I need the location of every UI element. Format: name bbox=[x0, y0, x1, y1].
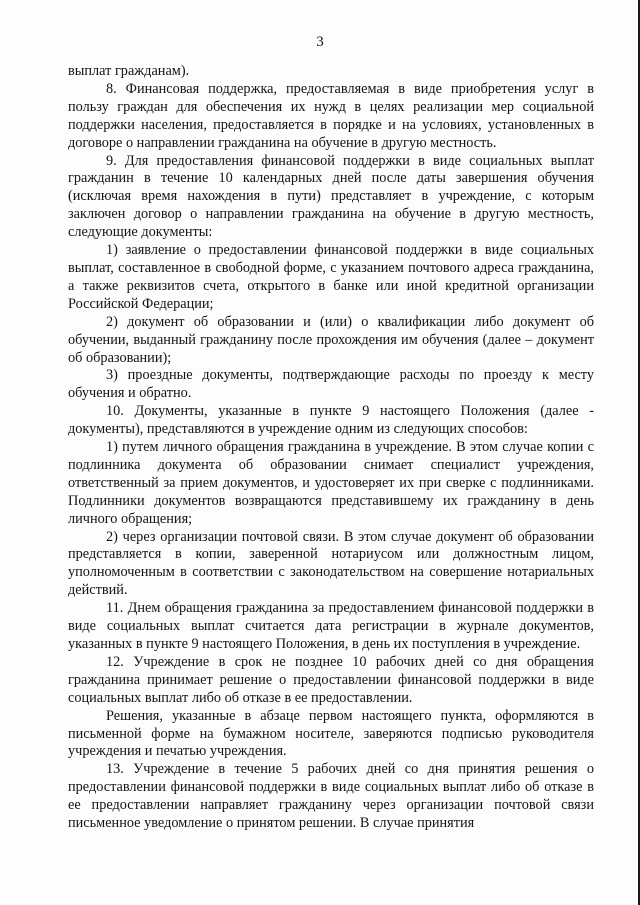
paragraph: выплат гражданам). bbox=[68, 63, 190, 79]
paragraph: 1) заявление о предоставлении финансовой поддержки в виде социальных выплат, составленное в свободной форме, с указанием почтового адреса гражданина, а также реквизитов счета, открытого в банке или иной кредитной организации Российской Федерации; bbox=[68, 242, 594, 312]
paragraph: 10. Документы, указанные в пункте 9 настоящего Положения (далее - документы), представляются в учреждение одним из следующих способов: bbox=[68, 403, 594, 438]
page-number: 3 bbox=[316, 34, 324, 50]
paragraph: 9. Для предоставления финансовой поддержки в виде социальных выплат гражданин в течение 10 календарных дней после даты завершения обучения (исключая время нахождения в пути) представляет в учреждение, с которым заключен договор о направлении гражданина на обучение в другую местность, следующие документы: bbox=[68, 152, 594, 241]
paragraph: 2) через организации почтовой связи. В этом случае документ об образовании представляется в копии, заверенной нотариусом или должностным лицом, уполномоченным в соответствии с законодательством на совершение нотариальных действий. bbox=[68, 528, 594, 599]
paragraph: 2) документ об образовании и (или) о квалификации либо документ об обучении, выданный гражданину после прохождения им обучения (далее – документ об образовании); bbox=[68, 313, 594, 366]
paragraph: 8. Финансовая поддержка, предоставляемая в виде приобретения услуг в пользу граждан для обеспечения их нужд в целях реализации мер социальной поддержки населения, предоставляется в порядке и на условиях, установленных в договоре о направлении гражданина на обучение в другую местность. bbox=[68, 80, 594, 151]
paragraph: 1) путем личного обращения гражданина в учреждение. В этом случае копии с подлинника документа об образовании снимает специалист учреждения, ответственный за прием документов, и удостоверяет их при сверке с подлинниками. Подлинники документов возвращаются представившему их гражданину в день личного обращения; bbox=[68, 439, 594, 527]
document-body bbox=[68, 63, 594, 833]
paragraph: 3) проездные документы, подтверждающие расходы по проезду к месту обучения и обратно. bbox=[68, 367, 594, 402]
paragraph: 12. Учреждение в срок не позднее 10 рабочих дней со дня обращения гражданина принимает решение о предоставлении финансовой поддержки в виде социальных выплат либо об отказе в ее предоставлении. bbox=[68, 653, 594, 706]
paragraph: 11. Днем обращения гражданина за предоставлением финансовой поддержки в виде социальных выплат считается дата регистрации в журнале документов, указанных в пункте 9 настоящего Положения, в день их поступления в учреждение. bbox=[68, 600, 594, 652]
paragraph: Решения, указанные в абзаце первом настоящего пункта, оформляются в письменной форме на бумажном носителе, заверяются подписью руководителя учреждения и печатью учреждения. bbox=[68, 707, 594, 760]
paragraph: 13. Учреждение в течение 5 рабочих дней со дня принятия решения о предоставлении финансовой поддержки в виде социальных выплат либо об отказе в ее предоставлении направляет гражданину через организации почтовой связи письменное уведомление о принятом решении. В случае принятия bbox=[68, 761, 594, 832]
